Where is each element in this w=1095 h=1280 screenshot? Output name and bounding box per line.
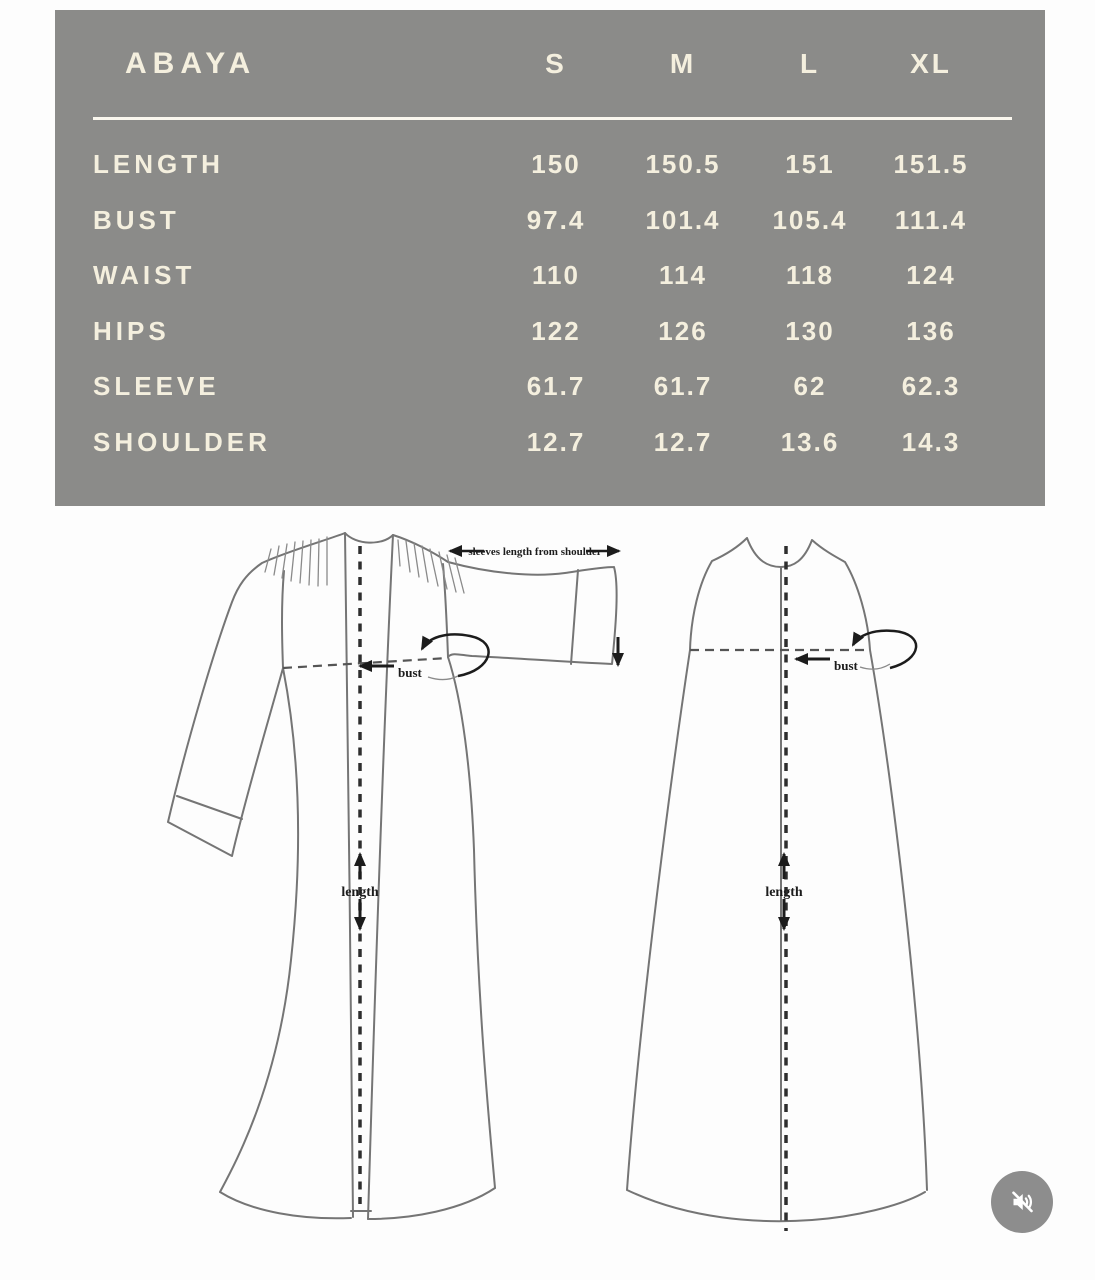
front-opening-lines: [345, 533, 393, 1219]
shoulder-gathers: [265, 537, 464, 593]
row-value: 150: [531, 149, 581, 180]
row-label: HIPS: [93, 315, 170, 346]
row-label: SHOULDER: [93, 426, 271, 457]
row-value: 114: [659, 260, 707, 291]
row-value: 110: [532, 260, 580, 291]
length-label: length: [341, 885, 379, 900]
row-value: 151: [785, 149, 835, 180]
row-value: 13.6: [780, 426, 840, 457]
bust-label-tail: [860, 664, 890, 669]
row-value: 101.4: [645, 204, 721, 235]
size-column-header-s: S: [545, 47, 567, 79]
sleeve-cuff-lines: [177, 570, 578, 819]
bust-label: bust: [834, 658, 858, 673]
speaker-muted-icon: [1007, 1187, 1037, 1217]
size-column-header-m: M: [669, 47, 697, 79]
row-value: 124: [906, 260, 956, 291]
bust-annotation-dress: [796, 631, 916, 673]
dress-outline-path: [627, 538, 927, 1221]
row-value: 136: [906, 315, 956, 346]
row-value: 151.5: [893, 149, 969, 180]
row-value: 14.3: [901, 426, 961, 457]
row-value: 61.7: [653, 371, 713, 402]
row-value: 122: [531, 315, 581, 346]
row-value: 62: [793, 371, 827, 402]
row-value: 62.3: [901, 371, 961, 402]
abaya-outline-path: [168, 533, 617, 1219]
row-value: 97.4: [526, 204, 586, 235]
row-value: 130: [785, 315, 835, 346]
row-value: 118: [786, 260, 834, 291]
row-value: 12.7: [526, 426, 586, 457]
length-label: length: [765, 885, 803, 900]
row-label: SLEEVE: [93, 371, 220, 402]
bust-label: bust: [398, 665, 422, 680]
row-label: BUST: [93, 204, 180, 235]
row-value: 111.4: [894, 204, 968, 235]
sleeve-length-label: sleeves length from shoulder: [468, 546, 602, 558]
mute-button[interactable]: [991, 1171, 1053, 1233]
row-value: 150.5: [645, 149, 721, 180]
bust-annotation-abaya: [360, 634, 489, 680]
row-label: LENGTH: [93, 149, 224, 180]
size-column-header-l: L: [799, 47, 821, 79]
abaya-front-open-drawing: [168, 533, 617, 1219]
row-value: 61.7: [526, 371, 586, 402]
length-annotation-dress: [765, 854, 803, 929]
sleeve-length-annotation: [450, 546, 619, 665]
table-title: ABAYA: [125, 46, 257, 80]
row-label: WAIST: [93, 260, 196, 291]
row-value: 126: [658, 315, 708, 346]
length-annotation-abaya: [341, 854, 379, 929]
row-value: 12.7: [653, 426, 713, 457]
size-column-header-xl: XL: [910, 47, 952, 79]
row-value: 105.4: [772, 204, 848, 235]
